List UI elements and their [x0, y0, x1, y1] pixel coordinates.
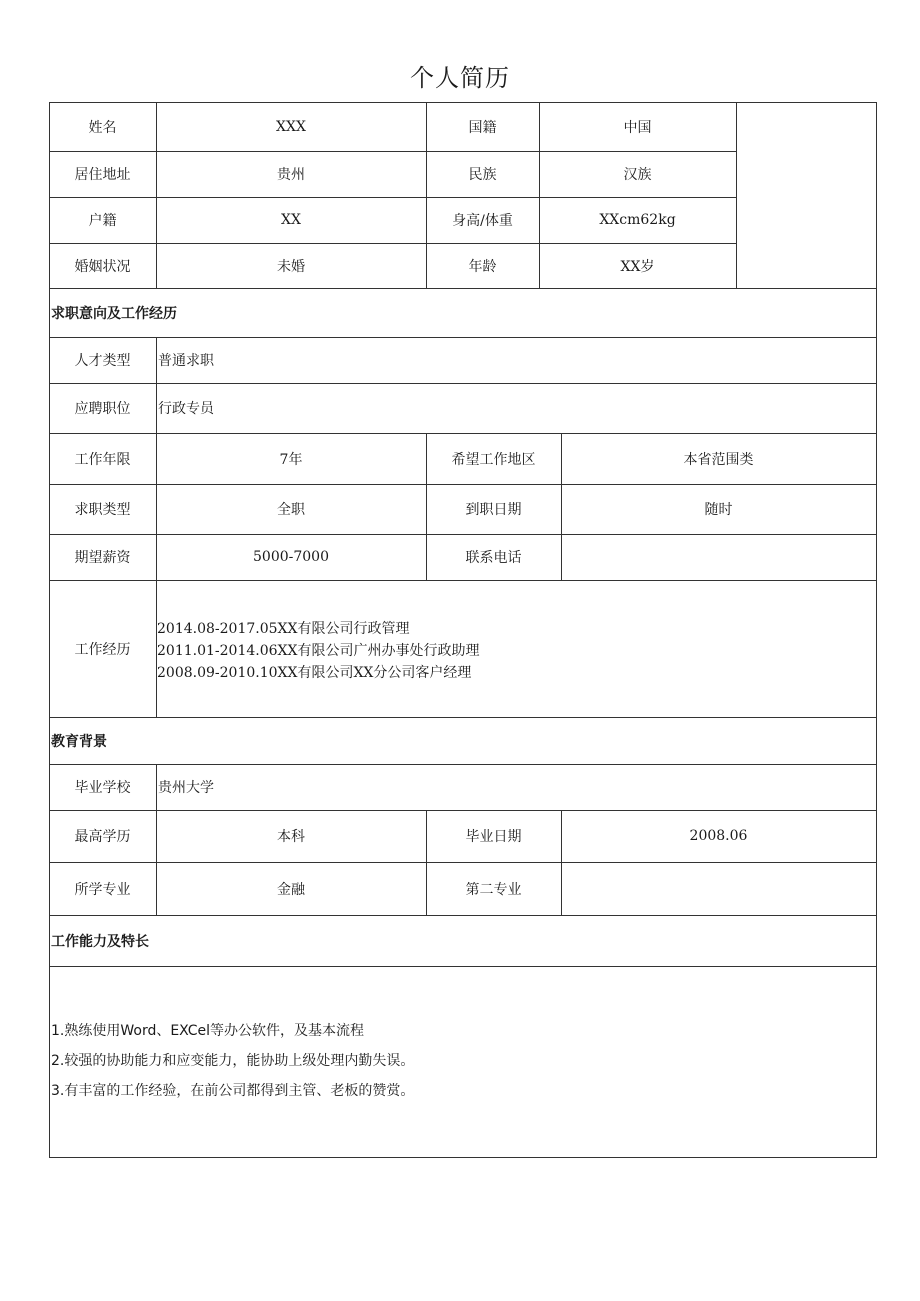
phone-label: 联系电话 — [465, 550, 522, 566]
second-major-label: 第二专业 — [465, 881, 522, 898]
salary-value: 5000-7000 — [253, 549, 329, 565]
start-date-value: 随时 — [704, 502, 733, 518]
region-value: 本省范围类 — [683, 451, 754, 468]
height-weight-label: 身高/体重 — [452, 213, 513, 229]
grad-date-value: 2008.06 — [689, 828, 748, 844]
marital-label: 婚姻状况 — [74, 258, 131, 275]
row-divider — [49, 717, 877, 718]
position-value: 行政专员 — [158, 401, 214, 417]
table-border-bottom — [49, 1157, 877, 1158]
second-major-value — [561, 862, 876, 915]
skills-list — [51, 1016, 414, 1106]
region-label: 希望工作地区 — [451, 451, 536, 468]
degree-label: 最高学历 — [74, 829, 131, 845]
grad-date-label: 毕业日期 — [465, 829, 522, 845]
school-value: 贵州大学 — [158, 780, 214, 796]
marital-value: 未婚 — [277, 258, 305, 275]
skill-item: 1.熟练使用Word、EXCel等办公软件，及基本流程 — [51, 1023, 365, 1039]
age-label: 年龄 — [468, 258, 497, 275]
skill-item: 3.有丰富的工作经验，在前公司都得到主管、老板的赞赏。 — [51, 1083, 415, 1099]
years-label: 工作年限 — [74, 451, 131, 468]
school-label: 毕业学校 — [74, 780, 131, 796]
resume-table — [49, 102, 877, 1158]
household-value: XX — [281, 212, 301, 228]
years-value: 7年 — [279, 451, 303, 468]
height-weight-value: XXcm62kg — [599, 212, 676, 228]
skill-item: 2.较强的协助能力和应变能力，能协助上级处理内勤失误。 — [51, 1053, 415, 1069]
salary-label: 期望薪资 — [74, 550, 131, 566]
experience-list — [157, 618, 479, 684]
section-title-education: 教育背景 — [51, 733, 107, 750]
experience-item: 2008.09-2010.10XX有限公司XX分公司客户经理 — [157, 665, 472, 681]
job-type-value: 全职 — [277, 502, 305, 518]
talent-type-label: 人才类型 — [74, 353, 131, 369]
job-type-label: 求职类型 — [74, 502, 131, 518]
start-date-label: 到职日期 — [465, 502, 522, 518]
talent-type-value: 普通求职 — [158, 353, 214, 369]
experience-item: 2011.01-2014.06XX有限公司广州办事处行政助理 — [157, 643, 480, 659]
experience-label: 工作经历 — [74, 641, 131, 658]
page-title: 个人简历 — [410, 64, 510, 92]
age-value: XX岁 — [620, 258, 655, 275]
name-label: 姓名 — [88, 119, 117, 136]
experience-item: 2014.08-2017.05XX有限公司行政管理 — [157, 621, 410, 637]
row-divider — [49, 915, 877, 916]
section-title-job: 求职意向及工作经历 — [51, 305, 177, 322]
row-divider — [49, 966, 877, 967]
degree-value: 本科 — [277, 829, 305, 845]
photo-area — [736, 102, 876, 288]
major-label: 所学专业 — [74, 881, 131, 898]
ethnicity-value: 汉族 — [623, 167, 652, 183]
ethnicity-label: 民族 — [468, 167, 497, 183]
nationality-value: 中国 — [623, 119, 652, 136]
name-value: XXX — [276, 118, 306, 135]
household-label: 户籍 — [88, 213, 117, 229]
nationality-label: 国籍 — [468, 119, 497, 136]
section-title-skills: 工作能力及特长 — [51, 933, 149, 950]
address-label: 居住地址 — [74, 167, 131, 183]
major-value: 金融 — [277, 881, 305, 898]
phone-value — [561, 534, 876, 580]
position-label: 应聘职位 — [74, 401, 131, 417]
address-value: 贵州 — [277, 167, 305, 183]
row-divider — [49, 580, 877, 581]
table-border-right — [876, 102, 877, 1158]
